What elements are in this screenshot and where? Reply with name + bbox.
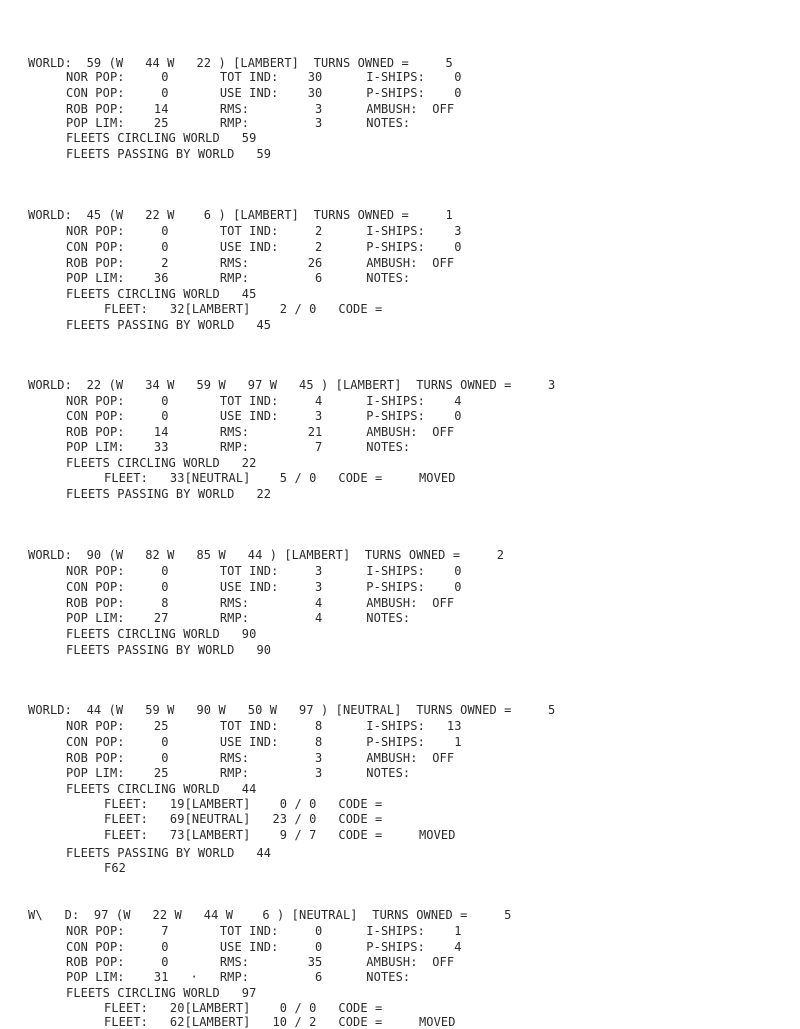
- world-22-fleet-33: FLEET: 33[NEUTRAL] 5 / 0 CODE = MOVED: [104, 471, 456, 485]
- world-44-fleet-73: FLEET: 73[LAMBERT] 9 / 7 CODE = MOVED: [104, 828, 456, 842]
- world-97-row-nor: NOR POP: 7 TOT IND: 0 I-SHIPS: 1: [66, 924, 462, 938]
- world-90-row-con: CON POP: 0 USE IND: 3 P-SHIPS: 0: [66, 580, 462, 594]
- world-59-passing: FLEETS PASSING BY WORLD 59: [66, 147, 272, 161]
- world-90-passing: FLEETS PASSING BY WORLD 90: [66, 643, 272, 657]
- world-97-row-rob: ROB POP: 0 RMS: 35 AMBUSH: OFF: [66, 955, 455, 969]
- world-45-circling: FLEETS CIRCLING WORLD 45: [66, 287, 257, 301]
- world-45-row-pop: POP LIM: 36 RMP: 6 NOTES:: [66, 271, 411, 285]
- world-90-row-pop: POP LIM: 27 RMP: 4 NOTES:: [66, 611, 411, 625]
- world-59-row-rob: ROB POP: 14 RMS: 3 AMBUSH: OFF: [66, 102, 455, 116]
- world-90-row-rob: ROB POP: 8 RMS: 4 AMBUSH: OFF: [66, 596, 455, 610]
- world-59-row-pop: POP LIM: 25 RMP: 3 NOTES:: [66, 116, 411, 130]
- world-97-header: W\ D: 97 (W 22 W 44 W 6 ) [NEUTRAL] TURNS OWNED = 5: [28, 908, 512, 922]
- world-44-circling: FLEETS CIRCLING WORLD 44: [66, 782, 257, 796]
- world-97-row-pop: POP LIM: 31 · RMP: 6 NOTES:: [66, 970, 411, 984]
- world-45-row-rob: ROB POP: 2 RMS: 26 AMBUSH: OFF: [66, 256, 455, 270]
- world-22-row-rob: ROB POP: 14 RMS: 21 AMBUSH: OFF: [66, 425, 455, 439]
- world-22-passing: FLEETS PASSING BY WORLD 22: [66, 487, 272, 501]
- world-59-header: WORLD: 59 (W 44 W 22 ) [LAMBERT] TURNS OWNED = 5: [28, 56, 453, 70]
- world-44-fleet-69: FLEET: 69[NEUTRAL] 23 / 0 CODE =: [104, 812, 383, 826]
- world-44-row-nor: NOR POP: 25 TOT IND: 8 I-SHIPS: 13: [66, 719, 462, 733]
- world-90-row-nor: NOR POP: 0 TOT IND: 3 I-SHIPS: 0: [66, 564, 462, 578]
- world-45-fleet-32: FLEET: 32[LAMBERT] 2 / 0 CODE =: [104, 302, 383, 316]
- world-22-circling: FLEETS CIRCLING WORLD 22: [66, 456, 257, 470]
- world-59-circling: FLEETS CIRCLING WORLD 59: [66, 131, 257, 145]
- world-22-header: WORLD: 22 (W 34 W 59 W 97 W 45 ) [LAMBERT] TURNS OWNED = 3: [28, 378, 556, 392]
- world-44-row-rob: ROB POP: 0 RMS: 3 AMBUSH: OFF: [66, 751, 455, 765]
- world-97-fleet-62: FLEET: 62[LAMBERT] 10 / 2 CODE = MOVED: [104, 1015, 456, 1029]
- world-44-row-con: CON POP: 0 USE IND: 8 P-SHIPS: 1: [66, 735, 462, 749]
- world-59-row-nor: NOR POP: 0 TOT IND: 30 I-SHIPS: 0: [66, 70, 462, 84]
- world-97-circling: FLEETS CIRCLING WORLD 97: [66, 986, 257, 1000]
- world-22-row-con: CON POP: 0 USE IND: 3 P-SHIPS: 0: [66, 409, 462, 423]
- world-90-circling: FLEETS CIRCLING WORLD 90: [66, 627, 257, 641]
- world-22-row-nor: NOR POP: 0 TOT IND: 4 I-SHIPS: 4: [66, 394, 462, 408]
- world-44-passing-f62: F62: [104, 861, 126, 875]
- world-59-row-con: CON POP: 0 USE IND: 30 P-SHIPS: 0: [66, 86, 462, 100]
- world-45-row-con: CON POP: 0 USE IND: 2 P-SHIPS: 0: [66, 240, 462, 254]
- world-22-row-pop: POP LIM: 33 RMP: 7 NOTES:: [66, 440, 411, 454]
- world-97-fleet-20: FLEET: 20[LAMBERT] 0 / 0 CODE =: [104, 1001, 383, 1015]
- world-45-header: WORLD: 45 (W 22 W 6 ) [LAMBERT] TURNS OWNED = 1: [28, 208, 453, 222]
- world-44-passing: FLEETS PASSING BY WORLD 44: [66, 846, 272, 860]
- world-45-row-nor: NOR POP: 0 TOT IND: 2 I-SHIPS: 3: [66, 224, 462, 238]
- world-90-header: WORLD: 90 (W 82 W 85 W 44 ) [LAMBERT] TURNS OWNED = 2: [28, 548, 505, 562]
- world-45-passing: FLEETS PASSING BY WORLD 45: [66, 318, 272, 332]
- world-44-row-pop: POP LIM: 25 RMP: 3 NOTES:: [66, 766, 411, 780]
- world-97-row-con: CON POP: 0 USE IND: 0 P-SHIPS: 4: [66, 940, 462, 954]
- world-44-fleet-19: FLEET: 19[LAMBERT] 0 / 0 CODE =: [104, 797, 383, 811]
- world-44-header: WORLD: 44 (W 59 W 90 W 50 W 97 ) [NEUTRAL] TURNS OWNED = 5: [28, 703, 556, 717]
